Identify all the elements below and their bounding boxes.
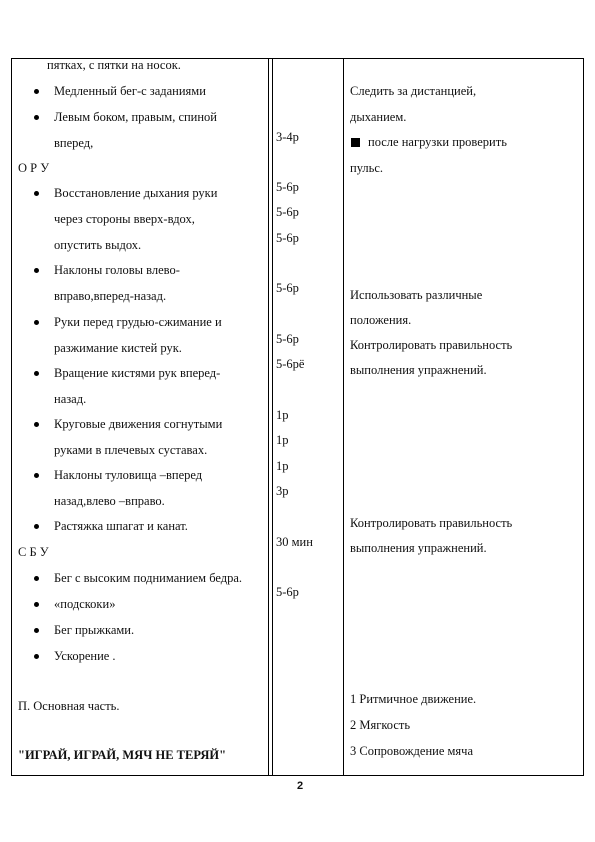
column-divider [343, 58, 344, 776]
exercise-text: Бег прыжками. [54, 623, 135, 637]
bullet-icon [34, 89, 39, 94]
note-text: выполнения упражнений. [350, 363, 487, 377]
exercise-text: руками в плечевых суставах. [54, 443, 208, 457]
note-text: положения. [350, 313, 412, 327]
bullet-icon [34, 422, 39, 427]
exercise-text: назад. [54, 392, 87, 406]
note-text: 2 Мягкость [350, 718, 411, 732]
dosage-text: 5-6р [276, 281, 299, 295]
exercise-text: назад,влево –вправо. [54, 494, 165, 508]
bullet-icon [34, 191, 39, 196]
exercise-text: разжимание кистей рук. [54, 341, 182, 355]
bullet-icon [34, 268, 39, 273]
game-title: "ИГРАЙ, ИГРАЙ, МЯЧ НЕ ТЕРЯЙ" [18, 748, 227, 762]
main-part-heading: П. Основная часть. [18, 699, 120, 713]
exercise-text: Бег с высоким подниманием бедра. [54, 571, 243, 585]
exercise-text: вперед, [54, 136, 94, 150]
exercise-text: Медленный бег-с заданиями [54, 84, 206, 98]
exercise-text: через стороны вверх-вдох, [54, 212, 195, 226]
dosage-text: 1р [276, 459, 289, 473]
exercise-text: Наклоны туловища –вперед [54, 468, 203, 482]
bullet-icon [34, 602, 39, 607]
exercise-text: Наклоны головы влево- [54, 263, 180, 277]
dosage-text: 5-6р [276, 231, 299, 245]
dosage-text: 30 мин [276, 535, 313, 549]
dosage-text: 1р [276, 408, 289, 422]
bullet-icon [34, 320, 39, 325]
exercise-text: Ускорение . [54, 649, 116, 663]
exercise-text: Растяжка шпагат и канат. [54, 519, 188, 533]
exercise-text: Восстановление дыхания руки [54, 186, 218, 200]
square-bullet-icon [351, 138, 360, 147]
note-text: Использовать различные [350, 288, 483, 302]
note-text: пульс. [350, 161, 384, 175]
bullet-icon [34, 371, 39, 376]
exercise-text: «подскоки» [54, 597, 116, 611]
dosage-text: 5-6р [276, 180, 299, 194]
dosage-text: 3р [276, 484, 289, 498]
bullet-icon [34, 576, 39, 581]
note-text: дыханием. [350, 110, 407, 124]
exercise-text: опустить выдох. [54, 238, 142, 252]
bullet-icon [34, 524, 39, 529]
bullet-icon [34, 628, 39, 633]
note-text: 1 Ритмичное движение. [350, 692, 477, 706]
note-text: выполнения упражнений. [350, 541, 487, 555]
note-text: Следить за дистанцией, [350, 84, 477, 98]
dosage-text: 5-6р [276, 585, 299, 599]
exercise-text: вправо,вперед-назад. [54, 289, 167, 303]
note-text: Контролировать правильность [350, 338, 513, 352]
column-divider [272, 58, 273, 776]
bullet-icon [34, 473, 39, 478]
dosage-text: 1р [276, 433, 289, 447]
note-text: 3 Сопровождение мяча [350, 744, 473, 758]
exercise-text: Руки перед грудью-сжимание и [54, 315, 222, 329]
section-heading-oru: О Р У [18, 161, 50, 175]
column-divider [268, 58, 269, 776]
dosage-text: 5-6рё [276, 357, 305, 371]
exercise-text: Круговые движения согнутыми [54, 417, 223, 431]
note-text: после нагрузки проверить [368, 135, 507, 149]
dosage-text: 5-6р [276, 332, 299, 346]
page-number: 2 [297, 780, 304, 792]
dosage-text: 3-4р [276, 130, 299, 144]
note-text: Контролировать правильность [350, 516, 513, 530]
dosage-text: 5-6р [276, 205, 299, 219]
exercise-text: Вращение кистями рук вперед- [54, 366, 221, 380]
bullet-icon [34, 654, 39, 659]
exercise-text: Левым боком, правым, спиной [54, 110, 218, 124]
bullet-icon [34, 115, 39, 120]
section-heading-sbu: С Б У [18, 545, 49, 559]
exercise-text: пятках, с пятки на носок. [47, 58, 181, 72]
